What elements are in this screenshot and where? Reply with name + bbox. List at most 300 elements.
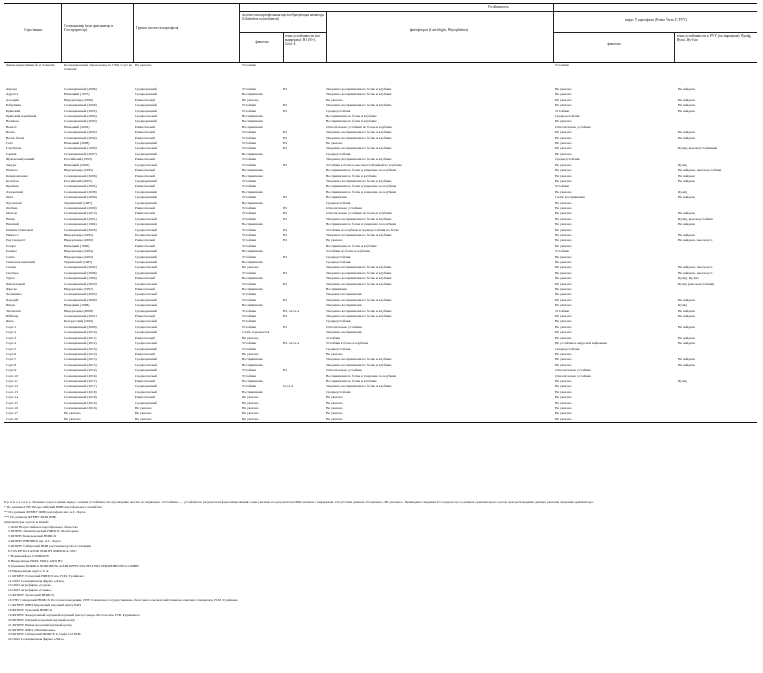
cell-nematode-markers: H1 (283, 146, 288, 151)
cell-variety: Ладожский (6, 189, 23, 194)
cell-maturity: Раннеспелый (135, 157, 155, 162)
cell-variety: Фиолетовый (6, 281, 25, 286)
cell-pvy-markers: Ryadg (678, 303, 687, 308)
cell-nematode-phenotype: Устойчив (242, 324, 257, 329)
note-main: П р и м е ч а н и е. Указаны сорта и дикие виды с генами устойчивости, прошедшие анализ по маркерам. «Устойчив» — устойчив по результатам фенотипирования; гены указаны по результатам ПЦР-анализа с маркерами. Отсутствие данных обозначено «Не указано». Приведены сведения Госсортреестра и данные оригинаторов сортов; при расхождении данных указаны сведения оригинатора. (4, 500, 594, 504)
cell-pvy-phenotype: Не указано (555, 362, 572, 367)
cell-originator: Селекционный (2004) (64, 114, 97, 119)
header-nematode-phenotype: фенотип (255, 40, 269, 44)
cell-originator: Селекционный (2003) (64, 227, 97, 232)
cell-variety: Сорт-5 (6, 346, 17, 351)
cell-nematode-phenotype: Устойчив (242, 146, 257, 151)
cell-nematode-phenotype: Устойчив (242, 108, 257, 113)
cell-nematode-phenotype: Восприимчив (242, 303, 263, 308)
cell-maturity: Раннеспелый (135, 395, 155, 400)
cell-pvy-phenotype: Не указано (555, 232, 572, 237)
cell-nematode-markers: H1 (283, 297, 288, 302)
cell-late-blight: Относительно устойчив по ботве и клубням (326, 124, 392, 129)
cell-late-blight: Умеренно восприимчив по ботве и клубням (326, 232, 392, 237)
cell-nematode-phenotype: Восприимчив (242, 287, 263, 292)
cell-variety: Шери (6, 303, 15, 308)
cell-nematode-phenotype: Восприимчив (242, 114, 263, 119)
cell-nematode-markers: H1, Gro1-4 (283, 308, 300, 313)
cell-nematode-phenotype: Не указано (242, 400, 259, 405)
cell-pvy-markers: Не найдено (678, 195, 696, 200)
cell-pvy-markers: Не найдено (678, 130, 696, 135)
table-row (4, 63, 757, 87)
source-item: 16 ГНУ Самарский НИИСХ Россельхозакадемии, ГНУ Самарская государственная областная сельскохозяйственная опытная станция им. Н.М. Тулайкова (8, 598, 238, 603)
source-item: 11 ФГБНУ Татарский НИИСХ им. Н.М. Тулайкова (8, 573, 84, 578)
cell-pvy-phenotype: Не указано (555, 216, 572, 221)
cell-maturity: Среднеранний (135, 222, 157, 227)
cell-late-blight: Среднеустойчив (326, 319, 351, 324)
cell-variety: Аладдин (6, 97, 20, 102)
cell-pvy-markers: Ryadg, Ry-fsto (678, 276, 700, 281)
cell-originator: Селекционный (2001) (64, 314, 97, 319)
source-item: 15 ФГБНУ Уральский НИИСХ (8, 593, 55, 598)
cell-maturity: Раннеспелый (135, 184, 155, 189)
cell-nematode-phenotype: Устойчив (242, 211, 257, 216)
cell-originator: Селекционный (2015) (64, 362, 97, 367)
cell-late-blight: Относительно устойчив (326, 324, 362, 329)
cell-late-blight: Умеренно восприимчив по ботве и клубням (326, 297, 392, 302)
cell-nematode-markers: H1 (283, 108, 288, 113)
cell-nematode-markers: H1 (283, 238, 288, 243)
cell-nematode-markers: H1 (283, 281, 288, 286)
cell-maturity: Раннеспелый (135, 97, 155, 102)
cell-late-blight: Умеренно восприимчив по ботве и клубням (326, 135, 392, 140)
cell-pvy-phenotype: Не указано (555, 384, 572, 389)
cell-nematode-phenotype: Не указано (242, 97, 259, 102)
cell-originator: Селекционный (2009) (64, 324, 97, 329)
cell-variety: Крепыш (6, 184, 19, 189)
source-item: 4 ФГБНУ ВНИИКХ им. А.Г. Лорха (8, 539, 61, 544)
cell-maturity: Среднеранний (135, 346, 157, 351)
cell-nematode-phenotype: Устойчив (242, 346, 257, 351)
cell-pvy-markers: Не найдено (678, 314, 696, 319)
cell-nematode-phenotype: Восприимчив (242, 92, 263, 97)
cell-nematode-phenotype: Устойчив (242, 232, 257, 237)
cell-late-blight: Устойчив к ботве и высокоустойчивый по клубням (326, 162, 402, 167)
cell-maturity: Среднеранний (135, 330, 157, 335)
cell-variety: Жуковский ранний (6, 157, 35, 162)
cell-variety: Невский (6, 222, 19, 227)
cell-maturity: Среднеспелый (135, 114, 157, 119)
cell-nematode-phenotype: Восприимчив (242, 173, 263, 178)
source-item: 14 ООО Агрофирма «Семко» (8, 588, 52, 593)
cell-maturity: Среднеранний (135, 249, 157, 254)
cell-pvy-markers: Не найдено, высокоуст. (678, 270, 713, 275)
cell-pvy-markers: Не найдено (678, 324, 696, 329)
cell-maturity: Среднеранний (135, 400, 157, 405)
cell-nematode-phenotype: Устойчив (242, 314, 257, 319)
cell-late-blight: Не указано (326, 400, 343, 405)
source-item: 13 ООО Агрофирма «Седек» (8, 583, 52, 588)
cell-originator: Селекционный (2004) (64, 135, 97, 140)
cell-maturity: Среднеранний (135, 270, 157, 275)
cell-nematode-phenotype: Устойчив (242, 195, 257, 200)
cell-pvy-phenotype: Не указано (555, 276, 572, 281)
source-item: 1 ООО Всероссийское картофельное общество (8, 524, 79, 529)
cell-nematode-phenotype: Не указано (242, 411, 259, 416)
cell-originator: Селекционный (2019) (64, 400, 97, 405)
cell-maturity: Среднеспелый (135, 373, 157, 378)
cell-late-blight: Умеренно восприимчив по ботве и клубням (326, 92, 392, 97)
cell-variety: Сорт-3 (6, 335, 17, 340)
cell-nematode-phenotype: Устойчив (242, 216, 257, 221)
cell-late-blight: Относительно устойчив по ботве и клубням (326, 211, 392, 216)
cell-originator: Селекционный (2003) (64, 119, 97, 124)
cell-pvy-phenotype: Слабо восприимчив (555, 195, 585, 200)
cell-pvy-phenotype: Не указано (555, 265, 572, 270)
cell-variety: Памяти Осиповой (6, 227, 34, 232)
table-body (4, 63, 757, 423)
cell-maturity: Раннеспелый (135, 135, 155, 140)
cell-late-blight: Умеренно восприимчив по ботве и клубням (326, 384, 392, 389)
cell-late-blight: Не указано (326, 395, 343, 400)
cell-late-blight: Умеренно восприимчив по ботве и клубням (326, 157, 392, 162)
cell-maturity: Раннеспелый (135, 211, 155, 216)
cell-originator: Нидерланды (1994) (64, 249, 93, 254)
cell-maturity: Среднеранний (135, 92, 157, 97)
source-item: 7 Норикамфорс COMPANY (8, 553, 50, 558)
cell-late-blight: Устойчив к ботве и клубням (326, 341, 368, 346)
cell-variety: Сорт-15 (6, 400, 18, 405)
cell-variety: Юбиляр (6, 314, 19, 319)
cell-pvy-markers: Не найдено (678, 362, 696, 367)
cell-originator: Селекционный (2016) (64, 373, 97, 378)
cell-late-blight: Не указано (326, 97, 343, 102)
cell-maturity: Раннеспелый (135, 173, 155, 178)
cell-originator: Немецкий (1998) (64, 303, 90, 308)
cell-late-blight: Восприимчив по ботве и умеренно по клубням (326, 189, 397, 194)
cell-pvy-markers: Не найдено (678, 357, 696, 362)
cell-originator: Селекционный (2017) (64, 384, 97, 389)
cell-maturity: Не указано (135, 63, 152, 67)
cell-pvy-phenotype: Не указано (555, 92, 572, 97)
cell-pvy-phenotype: Не указано (555, 395, 572, 400)
cell-originator: Селекционный (2005) (64, 184, 97, 189)
cell-variety: Сорт-16 (6, 405, 18, 410)
cell-variety: Удача (6, 276, 15, 281)
sources-title: Оригинаторы сортов и линий: (4, 519, 49, 524)
cell-late-blight: Среднеустойчив (326, 260, 351, 264)
cell-pvy-markers: Ryadg, высокоустойчив (678, 216, 713, 221)
cell-variety: Сорт-6 (6, 351, 17, 356)
cell-variety: Зекура (6, 162, 17, 167)
cell-variety: Дикие виды/линии № и Solanum (6, 63, 55, 67)
cell-maturity: Среднеранний (135, 178, 157, 183)
cell-late-blight: Умеренно восприимчив по ботве и клубням (326, 281, 392, 286)
cell-pvy-phenotype: Относительно устойчив (555, 373, 591, 378)
source-item: 5 ФГБНУ Сибирский НИИ растениеводства и селекции (8, 544, 92, 549)
cell-maturity: Среднеспелый (135, 389, 157, 394)
cell-nematode-phenotype: Восприимчив (242, 389, 263, 394)
source-item: 8 Нидерланды HZPC HOLLAND BV (8, 558, 63, 563)
cell-originator: Селекционный (2010) (64, 330, 97, 335)
cell-variety: Брянский (6, 108, 21, 113)
cell-nematode-phenotype: Устойчив (242, 254, 257, 259)
cell-nematode-markers: H1 (283, 216, 288, 221)
cell-nematode-phenotype: Восприимчив (242, 168, 263, 173)
cell-originator: Не указано (64, 416, 81, 421)
cell-nematode-phenotype: Не указано (242, 416, 259, 421)
cell-variety: Сорт-1 (6, 324, 17, 329)
cell-pvy-markers: Не найдено (678, 97, 696, 102)
cell-pvy-phenotype: Не указано (555, 222, 572, 227)
cell-pvy-phenotype: Не указано (555, 324, 572, 329)
cell-pvy-phenotype: Не указано (555, 173, 572, 178)
cell-pvy-phenotype: Не указано (555, 378, 572, 383)
cell-maturity: Раннеспелый (135, 205, 155, 210)
cell-maturity: Среднеспелый (135, 281, 157, 286)
cell-originator: Селекционный (2013) (64, 346, 97, 351)
source-item: 2 ФГБНУ Ленинградский НИИСХ «Белогорка» (8, 529, 80, 534)
cell-nematode-phenotype: Устойчив (242, 87, 257, 91)
cell-variety: Импала (6, 168, 18, 173)
cell-pvy-markers: Не найдено (678, 335, 696, 340)
cell-nematode-markers: H1 (283, 227, 288, 232)
cell-pvy-phenotype: Не указано (555, 189, 572, 194)
cell-variety: Колобок (6, 178, 19, 183)
cell-nematode-markers: H1 (283, 195, 288, 200)
cell-variety: Сорт-8 (6, 362, 17, 367)
cell-originator: Селекционный (2006) (64, 103, 97, 108)
cell-nematode-markers: H1, Gro1-4 (283, 341, 300, 346)
cell-maturity: Среднеранний (135, 108, 157, 113)
header-pvy-phenotype: фенотип (607, 42, 621, 46)
cell-variety: Снегирь (6, 270, 19, 275)
cell-originator: Селекционный (2018) (64, 389, 97, 394)
cell-originator: Селекционный (1993) (64, 146, 97, 151)
cell-variety: Эволюшн (6, 308, 21, 313)
cell-maturity: Среднеспелый (135, 227, 157, 232)
cell-late-blight: Умеренно восприимчив по ботве и клубням (326, 265, 392, 270)
cell-late-blight: Умеренно восприимчив по ботве и клубням (326, 103, 392, 108)
cell-pvy-markers: Не найдено (678, 222, 696, 227)
cell-variety: Сорт-13 (6, 389, 18, 394)
cell-pvy-phenotype: Не указано (555, 335, 572, 340)
cell-pvy-phenotype: Устойчив (555, 184, 570, 189)
cell-variety: Сорт-7 (6, 357, 17, 362)
cell-nematode-markers: H1 (283, 205, 288, 210)
cell-late-blight: Устойчив по клубням и среднеустойчив по ботве (326, 227, 399, 232)
cell-late-blight: Умеренно восприимчив по ботве и клубням (326, 276, 392, 281)
cell-maturity: Раннеспелый (135, 287, 155, 292)
cell-nematode-phenotype: Восприимчив (242, 357, 263, 362)
cell-pvy-markers: Не найдено (678, 308, 696, 313)
cell-pvy-phenotype: Не указано (555, 146, 572, 151)
cell-maturity: Не указано (135, 405, 152, 410)
cell-pvy-phenotype: Не указано (555, 200, 572, 205)
cell-late-blight: Умеренно восприимчив по ботве и клубням (326, 87, 392, 91)
cell-pvy-phenotype: Не указано (555, 178, 572, 183)
cell-pvy-markers: Ryadg (678, 162, 687, 167)
cell-pvy-phenotype: Не указано (555, 411, 572, 416)
cell-nematode-markers: H1 (283, 103, 288, 108)
header-maturity-group: Группа спелости картофеля (136, 26, 179, 30)
cell-originator: Нидерланды (1997) (64, 287, 93, 292)
source-item: 6 CSS-PETO-LATOR NORTH AMERICA, INC. (8, 549, 78, 554)
cell-pvy-phenotype: Не указано (555, 103, 572, 108)
cell-pvy-phenotype: Не указано (555, 314, 572, 319)
cell-late-blight: Устойчив по ботве и клубням (326, 249, 370, 254)
cell-maturity: Среднеранний (135, 357, 157, 362)
cell-maturity: Раннеспелый (135, 124, 155, 129)
cell-late-blight: Восприимчив по ботве и клубням (326, 173, 377, 178)
cell-maturity: Раннеспелый (135, 238, 155, 243)
cell-pvy-phenotype: Не указано (555, 292, 572, 297)
source-item: 24 ООО Селекционная фирма «Лига» (8, 637, 65, 642)
cell-late-blight: Относительно устойчив (326, 368, 362, 373)
cell-variety: Сорт-12 (6, 384, 18, 389)
cell-nematode-phenotype: Устойчив (242, 243, 257, 248)
cell-late-blight: Умеренно восприимчив (326, 292, 362, 297)
cell-nematode-phenotype: Устойчив (242, 384, 257, 389)
source-item: 20 ФГБНУ Омский аграрный научный центр (8, 617, 76, 622)
cell-originator: Селекционный (2001) (64, 216, 97, 221)
cell-nematode-phenotype: Не указано (242, 395, 259, 400)
cell-pvy-phenotype: Не указано (555, 260, 572, 264)
source-item: 3 ФГБНУ Кемеровский НИИСХ (8, 534, 57, 539)
cell-nematode-markers: H1 (283, 162, 288, 167)
cell-late-blight: Умеренно восприимчив по ботве и клубням (326, 362, 392, 367)
cell-originator: Нидерланды (1993) (64, 254, 93, 259)
cell-maturity: Среднеранний (135, 103, 157, 108)
cell-nematode-phenotype: Устойчив (242, 184, 257, 189)
cell-pvy-phenotype: Не указано (555, 119, 572, 124)
cell-pvy-phenotype: Не указано (555, 416, 572, 421)
cell-variety: Горняк (6, 151, 17, 156)
cell-nematode-phenotype: Устойчив (242, 227, 257, 232)
cell-nematode-markers: H1 (283, 368, 288, 373)
cell-originator: Селекционный (2006) (64, 270, 97, 275)
cell-late-blight: Не указано (326, 411, 343, 416)
source-item: 12 ООО Селекционная фирма «Дока» (8, 578, 65, 583)
cell-maturity: Среднеспелый (135, 162, 157, 167)
cell-nematode-phenotype: Восприимчив (242, 378, 263, 383)
source-item: 22 ФГБНУ ФИЦ «Немчиновка» (8, 627, 56, 632)
cell-nematode-markers: H1 (283, 324, 288, 329)
cell-nematode-phenotype: Слабо поражается (242, 330, 270, 335)
cell-nematode-markers: H1 (283, 130, 288, 135)
cell-variety: Кемеровчанин (6, 173, 28, 178)
header-late-blight: фитофтороз (Late blight, Phytophthora) (409, 28, 469, 32)
cell-originator: Селекционный (2000) (64, 205, 97, 210)
cell-pvy-phenotype: Не указано (555, 238, 572, 243)
cell-nematode-phenotype: Устойчив (242, 319, 257, 324)
cell-maturity: Раннеспелый (135, 276, 155, 281)
cell-variety: Весна (6, 130, 15, 135)
cell-originator: Селекционный (2000) (64, 297, 97, 302)
cell-maturity: Раннеспелый (135, 314, 155, 319)
cell-late-blight: Умеренно восприимчив по ботве и клубням (326, 270, 392, 275)
cell-late-blight: Восприимчив по ботве и умеренно по клубням (326, 184, 397, 189)
cell-variety: Метеор (6, 211, 18, 216)
cell-late-blight: Среднеустойчив (326, 389, 351, 394)
cell-maturity: Среднеранний (135, 189, 157, 194)
cell-nematode-phenotype: Восприимчив (242, 119, 263, 124)
cell-late-blight: Восприимчив по ботве и умеренно по клубням (326, 222, 397, 227)
cell-pvy-phenotype: Не указано (555, 135, 572, 140)
cell-maturity: Среднеранний (135, 368, 157, 373)
cell-pvy-phenotype: Относительно устойчив (555, 368, 591, 373)
cell-pvy-phenotype: Не указано (555, 281, 572, 286)
cell-nematode-phenotype: Устойчив (242, 308, 257, 313)
cell-nematode-phenotype: Устойчив (242, 368, 257, 373)
table-notes (4, 500, 756, 642)
cell-maturity: Раннеспелый (135, 335, 155, 340)
footnote-1: * По данным ГНУ Всероссийский НИИ картофельного хозяйства. (4, 504, 103, 509)
cell-nematode-markers: H1 (283, 135, 288, 140)
cell-nematode-phenotype: Восприимчив (242, 222, 263, 227)
cell-pvy-phenotype: Устойчив (555, 108, 570, 113)
cell-pvy-markers: Не найдено (678, 297, 696, 302)
cell-nematode-phenotype: Устойчив (242, 205, 257, 210)
cell-originator: Селекционный (2003) (64, 281, 97, 286)
cell-originator: Белорусский (2010) (64, 319, 94, 324)
cell-variety: Голубизна (6, 146, 22, 151)
cell-maturity: Среднеспелый (135, 216, 157, 221)
cell-originator: Российский (2005) (64, 178, 92, 183)
cell-maturity: Среднеранний (135, 200, 157, 205)
cell-variety: Лига (6, 195, 14, 200)
cell-variety: Сорт-2 (6, 330, 17, 335)
footnote-2: ** По данным ФГБНУ ФИЦ картофеля им. А.Г. Лорха. (4, 509, 87, 514)
cell-originator: Селекционный (2015) (64, 357, 97, 362)
cell-variety: Хозяюшка (6, 292, 22, 297)
cell-pvy-markers: Не найдено (678, 173, 696, 178)
source-item: 18 ФГБНУ Тульский НИИСХ (8, 607, 53, 612)
cell-originator: Не указано (64, 411, 81, 416)
header-nematode-markers: гены устойчивости (по маркерам): H1 (N+), Gro1-4 (285, 34, 321, 47)
cell-pvy-phenotype: Не указано (555, 151, 572, 156)
cell-variety: Любава (6, 205, 18, 210)
cell-pvy-phenotype: Не указано (555, 227, 572, 232)
cell-variety: Сорт-11 (6, 378, 18, 383)
cell-pvy-markers: Не найдено (678, 87, 696, 91)
cell-pvy-phenotype: Не указано (555, 297, 572, 302)
cell-originator: Немецкий (1975) (64, 92, 90, 97)
cell-pvy-markers: Ryadg (678, 378, 687, 383)
cell-pvy-phenotype: Не указано (555, 270, 572, 275)
cell-originator: Селекционный (2006) (64, 195, 97, 200)
cell-maturity: Среднеранний (135, 384, 157, 389)
cell-nematode-phenotype: Устойчив (242, 270, 257, 275)
cell-nematode-phenotype: Устойчив (242, 130, 257, 135)
cell-nematode-markers: H1 (283, 232, 288, 237)
cell-maturity: Среднеспелый (135, 292, 157, 297)
cell-nematode-phenotype: Не указано (242, 405, 259, 410)
cell-nematode-markers: H1 (283, 314, 288, 319)
cell-nematode-phenotype: Восприимчив (242, 260, 263, 264)
cell-maturity: Среднеспелый (135, 265, 157, 270)
cell-originator: Немецкий (1996) (64, 243, 90, 248)
source-item: 21 ФГБНУ Нижегородский научный центр (8, 622, 72, 627)
cell-nematode-phenotype: Не указано (242, 351, 259, 356)
cell-originator: Украинский (1987) (64, 260, 93, 264)
cell-variety: Гала (6, 141, 13, 146)
cell-pvy-markers: Не найдено, высокоуст. (678, 238, 713, 243)
cell-pvy-markers: Не найдено (678, 103, 696, 108)
cell-variety: Сказка (6, 265, 17, 270)
cell-maturity: Среднеранний (135, 254, 157, 259)
cell-pvy-phenotype: Не указано (555, 405, 572, 410)
cell-late-blight: Умеренно восприимчив по ботве и клубням (326, 216, 392, 221)
cell-variety: Ред Скарлетт (6, 238, 26, 243)
cell-nematode-phenotype: Устойчив (242, 292, 257, 297)
cell-nematode-phenotype: Устойчив (242, 135, 257, 140)
